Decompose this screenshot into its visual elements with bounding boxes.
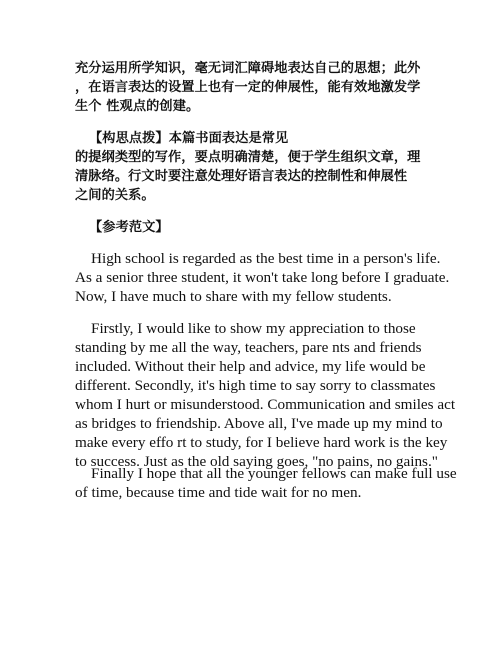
text-line: 充分运用所学知识，毫无词汇障碍地表达自己的思想；此外	[75, 61, 421, 76]
intro-paragraph	[75, 59, 435, 116]
essay-line: of time, because time and tide wait for no men.	[75, 484, 362, 501]
essay-paragraph-2	[75, 319, 456, 471]
essay-line: included. Without their help and advice, my life would be	[75, 358, 426, 375]
text-line: ，在语言表达的设置上也有一定的伸展性，能有效地激发学	[75, 80, 421, 95]
essay-line: Firstly, I would like to show my appreciation to those	[91, 320, 416, 337]
essay-line: As a senior three student, it won't take long before I graduate.	[75, 269, 450, 286]
tips-paragraph	[75, 129, 435, 205]
text-line: 的提纲类型的写作，要点明确清楚，便于学生组织文章，理	[75, 150, 421, 165]
sample-essay-heading: 【参考范文】	[89, 220, 169, 235]
tips-heading-line: 【构思点拨】本篇书面表达是常见	[89, 131, 289, 146]
text-line: 之间的关系。	[75, 188, 155, 203]
essay-line: Finally I hope that all the younger fellows can make full use	[91, 465, 457, 482]
essay-line: different. Secondly, it's high time to say sorry to classmates	[75, 377, 436, 394]
text-line: 清脉络。行文时要注意处理好语言表达的控制性和伸展性	[75, 169, 408, 184]
essay-line: whom I hurt or misunderstood. Communication and smiles act	[75, 396, 456, 413]
essay-line: to success. Just as the old saying goes, "no pains, no gains."	[75, 453, 438, 470]
essay-line: Now, I have much to share with my fellow students.	[75, 288, 392, 305]
text-line: 生个 性观点的创建。	[75, 99, 200, 114]
essay-paragraph-3	[75, 464, 457, 502]
essay-line: make every effo rt to study, for I believe hard work is the key	[75, 434, 448, 451]
essay-line: High school is regarded as the best time in a person's life.	[91, 250, 441, 267]
essay-paragraph-1	[75, 249, 450, 306]
essay-line: as bridges to friendship. Above all, I've made up my mind to	[75, 415, 443, 432]
essay-line: standing by me all the way, teachers, pare nts and friends	[75, 339, 422, 356]
